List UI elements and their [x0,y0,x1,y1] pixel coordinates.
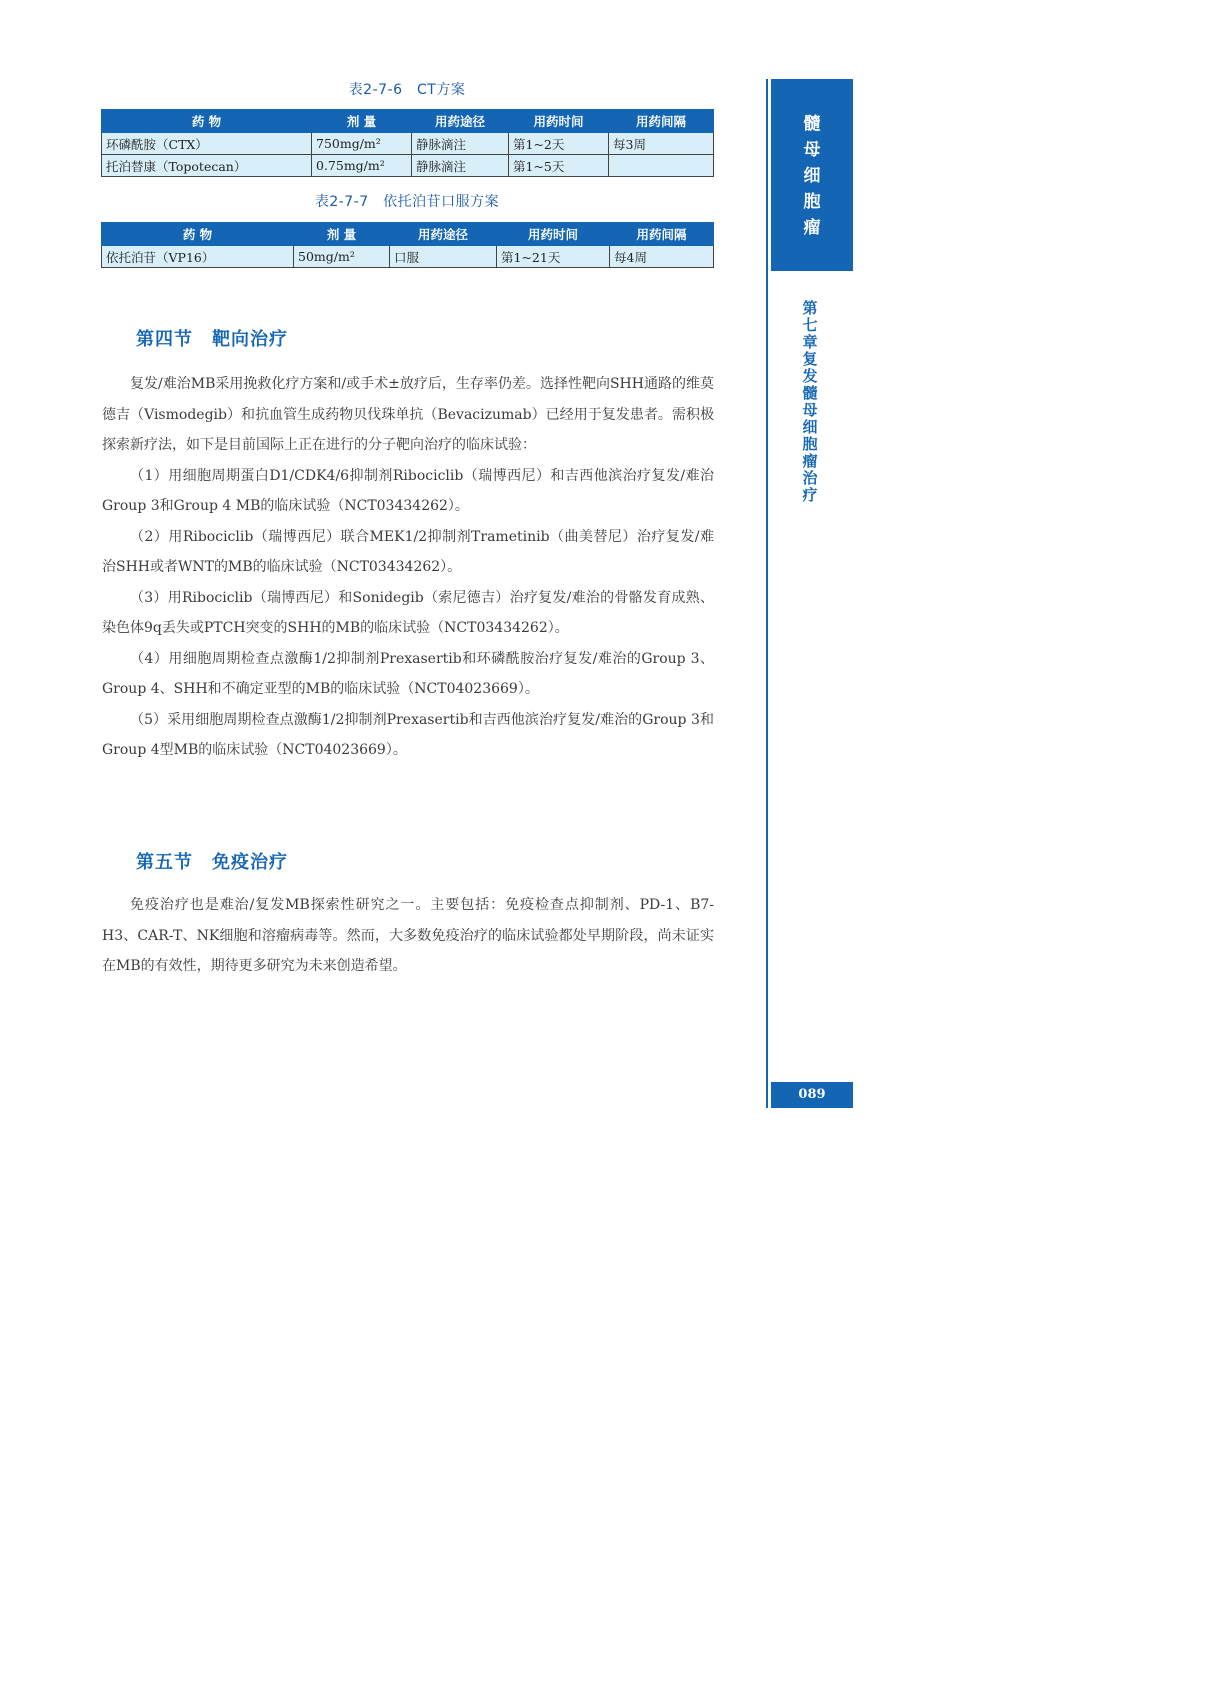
table-cell: 第1~5天 [509,155,609,177]
table-cell: 750mg/m² [312,133,412,155]
header-drug: 药 物 [102,110,312,133]
paragraph: （4）用细胞周期检查点激酶1/2抑制剂Prexasertib和环磷酰胺治疗复发/难治的Group 3、Group 4、SHH和不确定亚型的MB的临床试验（NCT04023669）。 [102,650,714,697]
header-time: 用药时间 [509,110,609,133]
chapter-tab-label: 髓 母 细 胞 瘤 [803,114,821,238]
table-cell: 环磷酰胺（CTX） [102,133,312,155]
table-cell [609,155,714,177]
paragraph: （1）用细胞周期蛋白D1/CDK4/6抑制剂Ribociclib（瑞博西尼）和吉西他滨治疗复发/难治Group 3和Group 4 MB的临床试验（NCT03434262）。 [102,467,714,514]
header-drug: 药 物 [102,223,294,246]
margin-rule [766,79,768,1108]
header-route: 用药途径 [412,110,509,133]
paragraph: （5）采用细胞周期检查点激酶1/2抑制剂Prexasertib和吉西他滨治疗复发/难治的Group 3和Group 4型MB的临床试验（NCT04023669）。 [102,711,714,758]
section-heading-targeted: 第四节 靶向治疗 [136,329,288,350]
header-interval: 用药间隔 [610,223,714,246]
chapter-tab [771,79,853,271]
header-route: 用药途径 [390,223,497,246]
section-heading-immuno: 第五节 免疫治疗 [136,852,288,873]
table-caption-vp16: 表2-7-7 依托泊苷口服方案 [314,194,500,210]
header-dose: 剂 量 [294,223,390,246]
table-cell: 0.75mg/m² [312,155,412,177]
paragraph: 复发/难治MB采用挽救化疗方案和/或手术±放疗后，生存率仍差。选择性靶向SHH通路的维莫德吉（Vismodegib）和抗血管生成药物贝伐珠单抗（Bevacizumab）已经用于复发患者。需积极探索新疗法，如下是目前国际上正在进行的分子靶向治疗的临床试验： [102,376,714,453]
table-cell: 静脉滴注 [412,155,509,177]
table-cell: 静脉滴注 [412,133,509,155]
paragraph: （3）用Ribociclib（瑞博西尼）和Sonidegib（索尼德吉）治疗复发/难治的骨骼发育成熟、染色体9q丢失或PTCH突变的SHH的MB的临床试验（NCT03434262）。 [102,589,714,636]
paragraph: （2）用Ribociclib（瑞博西尼）联合MEK1/2抑制剂Trametinib（曲美替尼）治疗复发/难治SHH或者WNT的MB的临床试验（NCT03434262）。 [102,528,714,575]
table-row [102,133,714,155]
header-dose: 剂 量 [312,110,412,133]
section-body-targeted [102,369,714,766]
running-chapter-title: 第七章 复发髓母细胞瘤治疗 [802,299,833,504]
table-row [102,155,714,177]
vp16-regimen-table [101,222,714,268]
table-cell: 每3周 [609,133,714,155]
table-cell: 依托泊苷（VP16） [102,246,294,268]
header-interval: 用药间隔 [609,110,714,133]
table-cell: 每4周 [610,246,714,268]
table-caption-ct: 表2-7-6 CT方案 [348,82,466,98]
header-time: 用药时间 [497,223,610,246]
section-body-immuno [102,890,714,982]
table-cell: 第1~2天 [509,133,609,155]
paragraph: 免疫治疗也是难治/复发MB探索性研究之一。主要包括：免疫检查点抑制剂、PD-1、B7-H3、CAR-T、NK细胞和溶瘤病毒等。然而，大多数免疫治疗的临床试验都处早期阶段，尚未证实在MB的有效性，期待更多研究为未来创造希望。 [102,897,714,974]
page-number: 089 [771,1082,853,1108]
table-cell: 第1~21天 [497,246,610,268]
table-cell: 50mg/m² [294,246,390,268]
table-cell: 口服 [390,246,497,268]
table-cell: 托泊替康（Topotecan） [102,155,312,177]
table-row [102,246,714,268]
ct-regimen-table [101,109,714,177]
